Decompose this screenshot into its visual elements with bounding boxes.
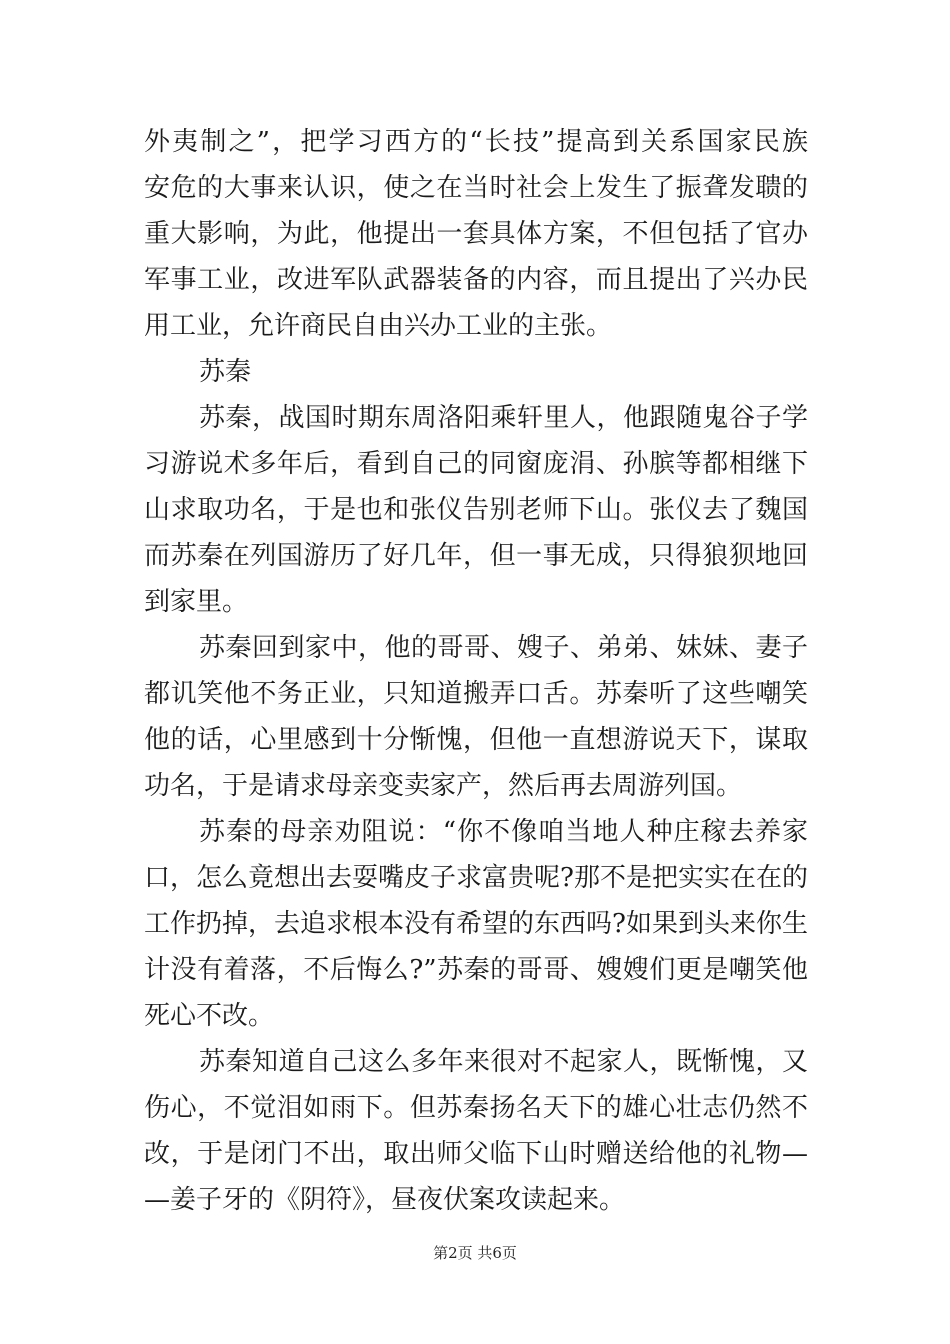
text-line: 用工业，允许商民自由兴办工业的主张。 (144, 311, 613, 341)
text-line: 安危的大事来认识，使之在当时社会上发生了振聋发聩的 (144, 173, 808, 203)
text-line: 口，怎么竟想出去耍嘴皮子求富贵呢?那不是把实实在在的 (144, 863, 808, 893)
page-number: 第2页 共6页 (433, 1244, 517, 1262)
text-line: 重大影响，为此，他提出一套具体方案，不但包括了官办 (144, 219, 808, 249)
text-line: 外夷制之”，把学习西方的“长技”提高到关系国家民族 (144, 127, 808, 157)
text-line: 而苏秦在列国游历了好几年，但一事无成，只得狼狈地回 (144, 541, 808, 571)
text-line: 到家里。 (144, 587, 249, 617)
text-line: 他的话，心里感到十分惭愧，但他一直想游说天下，谋取 (144, 725, 808, 755)
text-line: 苏秦，战国时期东周洛阳乘轩里人，他跟随鬼谷子学 (199, 403, 808, 433)
text-line: 军事工业，改进军队武器装备的内容，而且提出了兴办民 (144, 265, 808, 295)
text-line: 都讥笑他不务正业，只知道搬弄口舌。苏秦听了这些嘲笑 (144, 679, 808, 709)
section-heading: 苏秦 (199, 357, 252, 387)
text-line: 死心不改。 (144, 1001, 275, 1031)
text-line: 苏秦知道自己这么多年来很对不起家人，既惭愧，又 (199, 1047, 808, 1077)
document-body (144, 119, 808, 1223)
text-line: 工作扔掉，去追求根本没有希望的东西吗?如果到头来你生 (144, 909, 808, 939)
text-line: 功名，于是请求母亲变卖家产，然后再去周游列国。 (144, 771, 743, 801)
text-line: 计没有着落，不后悔么?”苏秦的哥哥、嫂嫂们更是嘲笑他 (144, 955, 808, 985)
text-line: 山求取功名，于是也和张仪告别老师下山。张仪去了魏国 (144, 495, 808, 525)
text-line: 苏秦的母亲劝阻说：“你不像咱当地人种庄稼去养家 (199, 817, 808, 847)
text-line: 伤心，不觉泪如雨下。但苏秦扬名天下的雄心壮志仍然不 (144, 1093, 808, 1123)
text-line: 苏秦回到家中，他的哥哥、嫂子、弟弟、妹妹、妻子 (199, 633, 808, 663)
text-line: 习游说术多年后，看到自己的同窗庞涓、孙膑等都相继下 (144, 449, 808, 479)
text-line: —姜子牙的《阴符》，昼夜伏案攻读起来。 (144, 1185, 626, 1215)
text-line: 改，于是闭门不出，取出师父临下山时赠送给他的礼物— (144, 1139, 808, 1169)
